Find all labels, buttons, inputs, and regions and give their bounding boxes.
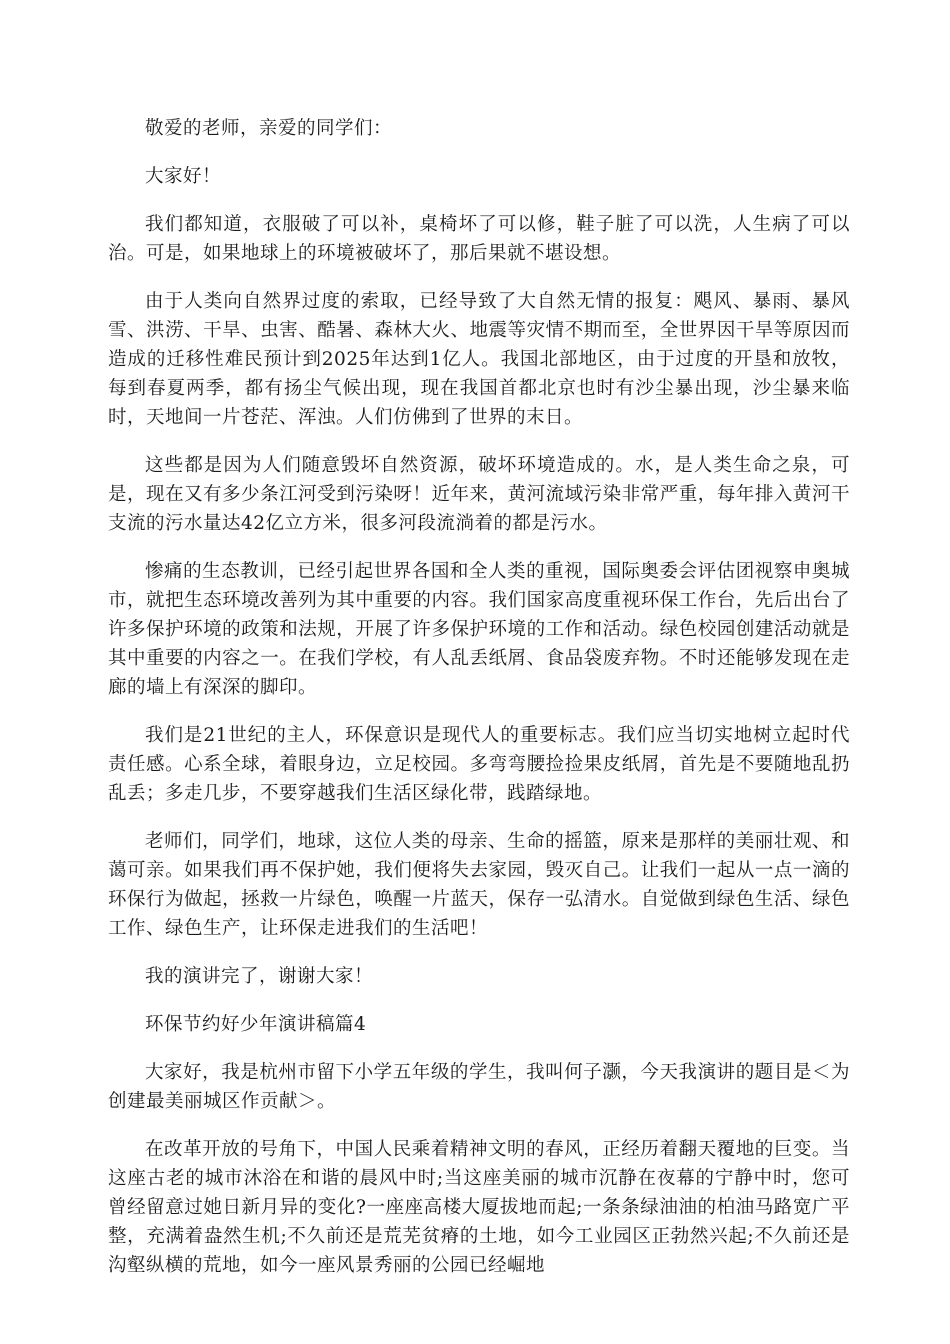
section-heading: 环保节约好少年演讲稿篇4	[145, 1014, 367, 1035]
body-paragraph: 由于人类向自然界过度的索取，已经导致了大自然无情的报复：飓风、暴雨、暴风雪、洪涝、干旱、虫害、酷暑、森林大火、地震等灾情不期而至，全世界因干旱等原因而造成的迁移性难民预计到2025年达到1亿人。我国北部地区，由于过度的开垦和放牧，每到春夏两季，都有扬尘气候出现，现在我国首都北京也时有沙尘暴出现，沙尘暴来临时，天地间一片苍茫、浑浊。人们仿佛到了世界的末日。	[108, 291, 850, 428]
greeting-paragraph: 敬爱的老师，亲爱的同学们：	[145, 118, 393, 139]
body-paragraph: 这些都是因为人们随意毁坏自然资源，破坏环境造成的。水，是人类生命之泉，可是，现在又有多少条江河受到污染呀！近年来，黄河流域污染非常严重，每年排入黄河干支流的污水量达42亿立方米，很多河段流淌着的都是污水。	[108, 455, 850, 534]
body-paragraph: 我们是21世纪的主人，环保意识是现代人的重要标志。我们应当切实地树立起时代责任感。心系全球，着眼身边，立足校园。多弯弯腰捡捡果皮纸屑，首先是不要随地乱扔乱丢；多走几步，不要穿越我们生活区绿化带，践踏绿地。	[108, 725, 850, 804]
closing-paragraph: 我的演讲完了，谢谢大家！	[145, 966, 374, 987]
speech-text-body	[108, 114, 850, 1299]
body-paragraph: 大家好，我是杭州市留下小学五年级的学生，我叫何子灏，今天我演讲的题目是＜为创建最美丽城区作贡献＞。	[108, 1062, 850, 1112]
body-paragraph: 老师们，同学们，地球，这位人类的母亲、生命的摇篮，原来是那样的美丽壮观、和蔼可亲。如果我们再不保护她，我们便将失去家园，毁灭自己。让我们一起从一点一滴的环保行为做起，拯救一片绿色，唤醒一片蓝天，保存一弘清水。自觉做到绿色生活、绿色工作、绿色生产，让环保走进我们的生活吧！	[108, 831, 850, 939]
body-paragraph: 我们都知道，衣服破了可以补，桌椅坏了可以修，鞋子脏了可以洗，人生病了可以治。可是，如果地球上的环境被破坏了，那后果就不堪设想。	[108, 214, 850, 264]
body-paragraph: 惨痛的生态教训，已经引起世界各国和全人类的重视，国际奥委会评估团视察申奥城市，就把生态环境改善列为其中重要的内容。我们国家高度重视环保工作台，先后出台了许多保护环境的政策和法规，开展了许多保护环境的工作和活动。绿色校园创建活动就是其中重要的内容之一。在我们学校，有人乱丢纸屑、食品袋废弃物。不时还能够发现在走廊的墙上有深深的脚印。	[108, 561, 850, 698]
hello-paragraph: 大家好！	[145, 166, 222, 187]
body-paragraph: 在改革开放的号角下，中国人民乘着精神文明的春风，正经历着翻天覆地的巨变。当这座古老的城市沐浴在和谐的晨风中时;当这座美丽的城市沉静在夜幕的宁静中时，您可曾经留意过她日新月异的变化?一座座高楼大厦拔地而起;一条条绿油油的柏油马路宽广平整，充满着盎然生机;不久前还是荒芜贫瘠的土地，如今工业园区正勃然兴起;不久前还是沟壑纵横的荒地，如今一座风景秀丽的公园已经崛地	[108, 1139, 850, 1276]
